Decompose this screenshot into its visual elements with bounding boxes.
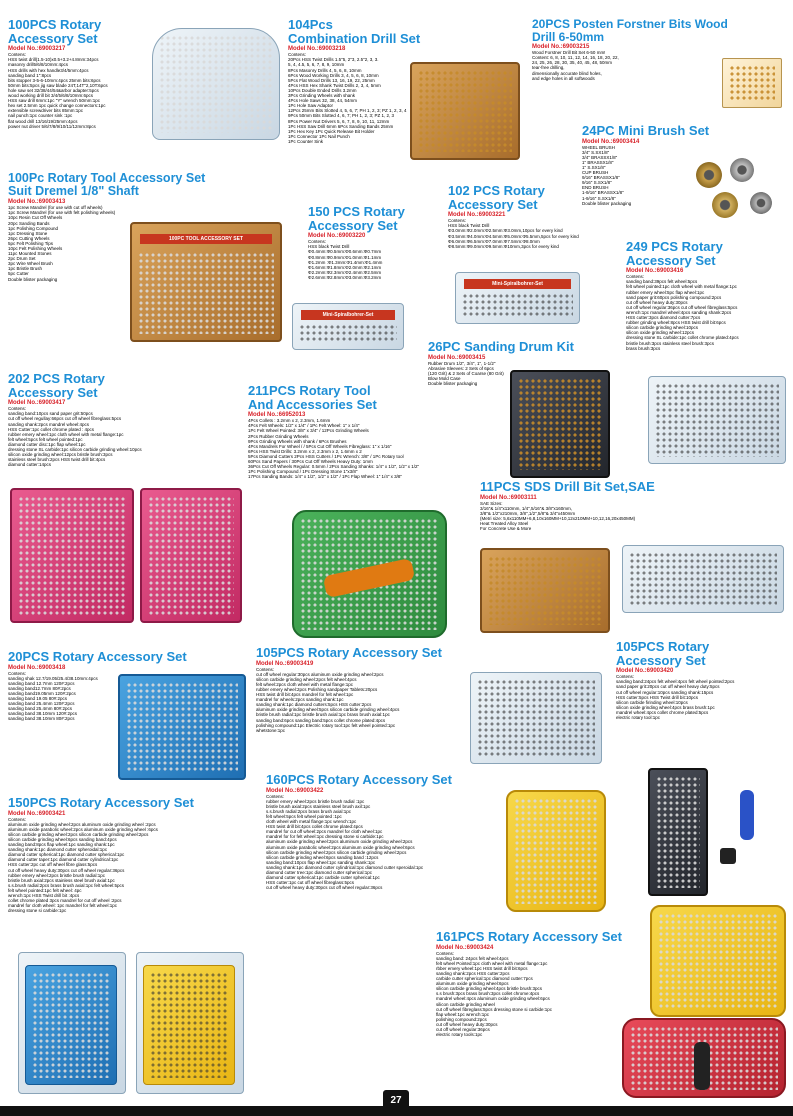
product-model: Model No.:69003220 xyxy=(308,233,366,240)
product-model: Model No.:69003419 xyxy=(256,660,314,667)
product-model: Model No.:69003414 xyxy=(582,138,640,145)
product-title: 100Pc Rotary Tool Accessory Set Suit Dremel 1/8" Shaft xyxy=(8,171,206,199)
product-title: 202 PCS Rotary Accessory Set xyxy=(8,371,105,400)
product-desc: 4Pcs Collets : 3.2mm x 2, 2.3mm, 1.6mm 4Pcs Felt Wheels: 1/2" x 1/4" / 1Pc Felt Wheel: 1" x 1/4" 1Pc Felt Wheel Pointed: 3/8" x 3/4" / 12Pcs Grinding Wheels 2Pcs Rubber Grinding Wheels 9Pcs Grinding Wheels with shank / 6Pcs Brushes 4Pcs Mandrels For Wheel / / 5Pcs Cut Off Wheels Fibreglass: 1" x 1/16" 6Pcs HSS Twist Drills: 3.2mm x 2, 2.3mm x 2, 1.6mm x 2 5Pcs Diamond Cutters 2Pcs HSS Cutters / 1Pc Wrench: 3/8" / 1Pc Rotary tool 60Pcs Sand Papers / 30Pcs Cut Off Wheels Heavy Duty: 1mm 36Pcs Cut Off Wheels Regular: 0.5mm / 2Pcs Sanding Shanks: 1/4" x 1/2", 1/2" x 1/2" 1Pc Polishing Compound / 1Pc Dressing Stone 1"x3/8" 17Pcs Sanding Bands: 1/4" x 1/2", 1/2" x 1/2" / 1Pc Flap Wheel: 1" 1/4" x 3/8" xyxy=(248,418,420,480)
product-title: 160PCS Rotary Accessory Set xyxy=(266,772,452,787)
box-label: 100PC TOOL ACCESSORY SET xyxy=(140,234,272,244)
product-image xyxy=(410,62,520,160)
product-title: 105PCS Rotary Accessory Set xyxy=(256,645,442,660)
product-title: 105PCS Rotary Accessory Set xyxy=(616,639,710,668)
product-desc: Contens: HSS black Twist Drill Φ3.0mm:Φ2.0mm:Φ2.5mm:Φ3.0mm,10pcs for every kind Φ3.5mm:Φ4.0mm:Φ4.5mm:Φ5.0mm:Φ5.5mm,5pcs for every kind Φ6.0mm:Φ6.5mm:Φ7.0mm:Φ7.5mm:Φ8.0mm Φ8.5mm:Φ9.0mm:Φ9.5mm:Φ10mm,3pcs for every kind xyxy=(448,218,579,249)
product-211pcs-rotary-tool xyxy=(248,384,488,479)
product-title: 26PC Sanding Drum Kit xyxy=(428,339,574,354)
product-100pcs-rotary xyxy=(8,18,158,129)
product-model: Model No.:69003417 xyxy=(8,400,66,407)
product-image xyxy=(622,1018,786,1098)
product-image xyxy=(722,58,782,108)
product-model: Model No.:69003217 xyxy=(8,46,66,53)
product-desc: SAE Sizes: 3/16"& 1/4"x110mm, 1/4",5/16"& 3/8"x160mm, 3/8"& 1/2"x210mm, 3/8",1/2",5/8"& 3/4"x450mm (Metri size: 5,6x110MM+6,8,10x160MM+10,12x210MM+10,12,16,20x450MM) Heat Treated Alloy Steel For Concrete Use & More xyxy=(480,500,636,532)
product-sds-drill-bits xyxy=(480,480,785,531)
product-image xyxy=(292,303,404,350)
product-title: 211PCS Rotary Tool And Accessories Set xyxy=(248,383,377,412)
power-adapter-icon xyxy=(720,848,736,864)
product-105pcs-rotary-b xyxy=(616,640,788,720)
product-desc: Contens: HSS black Twist Drill Φ0.4mm:Φ0.5mm:Φ0.6mm:Φ0.7mm Φ0.8mm:Φ0.9mm:Φ1.0mm:Φ1.1mm Φ1.2mm :Φ1.3mm:Φ1.4mm:Φ1.4mm Φ1.6mm:Φ1.8mm:Φ2.0mm:Φ2.1mm Φ2.2mm:Φ2.3mm:Φ2.4mm:Φ2.5mm Φ2.6mm:Φ2.8mm:Φ3.0mm:Φ3.2mm xyxy=(308,239,383,280)
product-image xyxy=(292,510,447,638)
product-title: 20PCS Posten Forstner Bits Wood Drill 6-50mm xyxy=(532,17,728,44)
product-desc: 1pc Screw Mandrel (for use with cut off wheels) 1pc Screw Mandrel (for use with felt polishing wheels) 10pc Resin Cut Off Wheels 20pc Sanding Bands 1pc Polishing Compound 1pc Dressing Stone 26pc Cutting Wheels 5pc Felt Polishing Tips 10pc Felt Polishing Wheels 11pc Mounted Stones 2pc Drum Set 3pc Wire Wheel Brush 1pc Bristle Brush 5pc Cutter Double blister packaging xyxy=(8,205,116,282)
product-161pcs-rotary xyxy=(436,930,656,1037)
wheel-brush-icon xyxy=(730,158,754,182)
product-image xyxy=(716,790,776,870)
rotary-tool-icon xyxy=(694,1042,710,1090)
product-model: Model No.:69003215 xyxy=(532,44,590,51)
product-desc: Contens: HSS twist drill(1.5-10)x0.5+3.2+4.8mm:34pcs masonry drill5/6/8/10mm:4pcs HSS drills with hex handle3/4/5mm:4pcs sanding band 1":8pcs bits stopper 3-5-6-10mm:4pcs 25mm bits:6pcs 50mm bits:5pcs jig saw blade 24T,14T"2,10T:6pcs hole saw set 32/38/44/54&arbor adapter:5pcs wood working drill bit 3/4/5/6/8/10mm:6pcs HSS saw drill 6mm:1pc "Y" wrench 50mm:1pc hex set 2.5mm 1pc quick change connectors:1pc extensible screwdriver bits 85mm:1pc nail punch:1pc counter sink :1pc flat wood drill 13/16/19/25mm:4pcs power nut driver 5/6/7/8/9/10/11/12mm:8pcs xyxy=(8,52,108,129)
product-title: 104Pcs Combination Drill Set xyxy=(288,17,421,46)
product-title: 102 PCS Rotary Accessory Set xyxy=(448,183,545,212)
product-image xyxy=(648,768,708,896)
product-desc: Contens: rubber emery wheel:2pcs bristle brush radial :1pc bristle brush axial:2pcs stainless steel brush axil:1pc s.s.brush radial:2pcs brass brush axial:1pc felt wheel:5pcs felt wheel pointed :1pc cloth wheel with metal flange:1pc wrench:1pc HSS twist drill bit:4pcs collet chrome plated:4pcs mandrel for cut off wheel:2pcs mandrel for cloth wheel:1pc mandrel for for felt wheel:1pc dressing stone si carbide:1pc aluminum oxide grinding wheel:2pcs aluminum oxide grinding wheel:2pcs aluminum oxide parabolic wheel:2pcs aluminum oxide grinding wheel:6pcs silicon carbide grinding wheel:2pcs silicon carbide grinding wheel:2pcs silicon carbide grinding wheel:6pcs sanding band :12pcs sanding band:10pcs flap wheel:1pc sanding shank:1pc sanding shank:1pc diamond cutter cylindrical:1pc diamond cutter speroidal:1pc diamond cutter tree:1pc diamond cutter spherical:1pc diamond cutter spherical:1pc carbide cutter spherical:1pc HSS cutter:1pc cut off wheel fibreglass:5pcs cut off wheel heavy duty:30pcs cut off wheel regular:36pcs xyxy=(266,793,424,891)
product-title: 11PCS SDS Drill Bit Set,SAE xyxy=(480,479,655,494)
wheel-brush-icon xyxy=(696,162,722,188)
product-desc: Contens: cut off wheel regular:30pcs aluminum oxide grinding wheel:2pcs silicon carbide grinding wheel:2pcs felt wheel:4pcs felt wheel:2pcs cloth wheel with metal flange:1pc rubber emery wheel:2pcs Polishing sandpaper Tablets:20pcs HSS twist drill bit:4pcs mandrel for felt wheel:1pc mandrel for wheels:2pcs sanding shank:1pc sanding shank:1pc diamond cutters:5pcs HSS cutter:2pcs aluminum oxide grinding wheel:5pcs silicon carbide grinding wheel:4pcs bristle brush radial:1pc bristle brush axial:1pc brass brush axial:1pc sanding band:6pcs sanding band:5pcs collet chrome plated:4pcs polishing compound:1pc Electric rotary tool:1pc felt wheel pointed:1pc whetstone:1pc xyxy=(256,666,400,733)
product-image xyxy=(650,905,786,1017)
product-model: Model No.:69003422 xyxy=(266,787,324,794)
product-105pcs-rotary-a xyxy=(256,646,476,733)
product-model: Model No.:69003415 xyxy=(428,354,486,361)
product-image xyxy=(648,376,786,464)
product-desc: Contens: sanding band:10pcs sand paper grit:50pcs cut off wheel regullay:66pcs cut off wheel fibreglass:5pcs sanding shank:2pcs mandrel wheel:4pcs HSS Cutter:1pc collet chrome plated : 4pcs rubber emery wheel:1pc cloth wheel with metal flange:1pc felt wheel:5pcs felt wheel pointed:1pc diamond cutter disc:1pc flap wheel:1pc dressing stone SL carbide:1pc silicon carbide grinding wheel:10pcs silicon oxide grinding wheel:12pcs bristle brush:3pcs stainless steel brush:2pcs HSS twist drill bit:4pcs diamond cutter:14pcs xyxy=(8,406,142,468)
product-image xyxy=(140,488,242,623)
product-102pcs-drills xyxy=(448,184,628,249)
product-249pcs-rotary xyxy=(626,240,791,351)
product-image xyxy=(506,790,606,912)
product-desc: Rubber Drum 1/2", 3/4", 1", 1-1/2" Abrasive Sleeves: 2 Sets of 6pcs (120 Grit) & 2 Sets of Coarse (80 Grit) Blow Mold Case Double blister packaging xyxy=(428,360,504,387)
product-image xyxy=(118,674,246,780)
product-title: 24PC Mini Brush Set xyxy=(582,123,710,138)
product-desc: Contens: sanding band:24pcs felt wheel:4pcs felt wheel pointed:2pcs sand paper grit:20pcs cut off wheel heavy duty:5pcs cut off wheel regular:10pcs sanding shank:15pcs HSS cutter:5pcs HSS Twist drill bit:10pcs silicon carbide firinding wheel:10pcs silicon oxide grinding wheel:4pcs brass brush:1pc mandrel wheel:4pcs collet chrome plated:5pcs electric rotary tool:1pc xyxy=(616,674,735,721)
product-title: 249 PCS Rotary Accessory Set xyxy=(626,239,723,268)
product-title: 161PCS Rotary Accessory Set xyxy=(436,929,622,944)
product-model: Model No.:69003420 xyxy=(616,668,674,675)
product-160pcs-rotary xyxy=(266,773,511,890)
product-desc: Contens: sanding band: 24pcs felt wheel:4pcs felt wheel Pointed:1pc cloth wheel with metal flange:1pc rbber emery wheel:1pc HSS twist drill bit:6pcs sanding shank:2pcs HSS cutter:2pcs carbide cutter spherical:1pc diamond cutter:7pcs aluminum oxide grinding wheel:6pcs silicon carbide grinding wheel:4pcs bristle brush:3pcs s.s brush:3pcs brass brush:3pcs collet chrome:4pcs mandrel wheel:4pcs aluminum oxide grinding wheel:6pcs silicon carbide grinding wheel cut off wheel fibreglass:5pcs dressing stone si carbide:1pc flap wheel:1pc wrench:1pc polishing compound:2pcs cut off wheel heavy duty:30pcs cut off wheel regular:36pcs electric rotary tools:1pc xyxy=(436,950,552,1038)
product-image xyxy=(130,222,282,342)
product-model: Model No.:69003413 xyxy=(8,199,66,206)
product-image xyxy=(136,952,244,1094)
product-150pcs-rotary xyxy=(8,796,258,913)
product-desc: Contens: sanding band:39pcs felt wheel:5pcs felt wheel pointed:1pc cloth wheel with metal flange:1pc rubber emery wheel:5pc flap wheel:1pc sand paper grit:60pcs polishing compound:2pcs cut off wheel heavy duty:30pcs cut off wheel regular:36pcs cut off wheel fibreglass:5pcs wrench:1pc mandrel wheel:4pcs sanding shank:2pcs HSS cutter:3pcs diamond cutter:7pcs rubber grinding wheel:8pcs HSS twist drill bit:6pcs silicon carbide grinding wheel:10pcs silicon oxide grinding wheel:12pcs dressing stone SL carbide:1pc collet chrome plated:4pcs bristle brush:3pcs stainless steel brush:3pcs brass brush:3pcs xyxy=(626,274,739,351)
product-desc: Contens: sanding shak 12.7/19.05/25.4/38.10mm:4pcs sanding band 12.7mm 120#:2pcs sanding band12.7mm 80#:2pcs sanding band19.05mm 120#:2pcs sanding band 19.05 80#:2pcs sanding band 25.4mm 120#:2pcs sanding band 25.4mm 80#:2pcs sanding band 38.10mm 120#:2pcs sanding band 38.10mm 80#:2pcs xyxy=(8,670,98,722)
cup-brush-icon xyxy=(712,192,738,218)
product-desc: Contens: 20Pcs HSS Twist Drills 1.5"5, 2"3, 2.5"2, 3, 3. 5, 4, 4.5, 5, 6, 7, 8, 9, 10mm 8Pcs Masonry Drills 4, 5, 6, 8, 10mm 6Pcs Wood Working Drills 3, 4, 5, 6, 8, 10mm 5Pcs Flat Wood Drills 13, 16, 19, 22, 25mm 4Pcs HSS Hex Shank Twist Drills 2, 3, 4, 5mm 10Pcs Double Ended Drills 3.2mm 3Pcs Grinding Wheels with shank 4Pcs Hole Saws 32, 38, 44, 54mm 1Pc Hole Saw Adaptor 12Pcs 25mm Bits Slotted 4, 5, 6, 7; PH 1, 2, 3; PZ 1, 2, 3, 4 9Pcs 50mm Bits Slotted 4, 6, 7; PH 1, 2, 3; PZ 1, 2, 3 8Pcs Power Nut Drivers 5, 6, 7, 8, 9, 10, 11, 12mm 1Pc HSS Saw Drill 6mm 6Pcs Sanding Bands 25mm 1Pc Hex Key 1Pc Quick Release Bit Holder 1Pc Connector 1Pc Nail Punch 1Pc Counter Sink xyxy=(288,52,407,144)
product-202pcs-rotary xyxy=(8,372,248,467)
product-model: Model No.:69003218 xyxy=(288,46,346,53)
box-label: Mini-Spiralbohrer-Set xyxy=(301,310,395,320)
product-image xyxy=(470,672,602,764)
product-image xyxy=(480,548,610,633)
product-title: 150PCS Rotary Accessory Set xyxy=(8,795,194,810)
product-title: 150 PCS Rotary Accessory Set xyxy=(308,204,405,233)
product-model: Model No.:69003416 xyxy=(626,268,684,275)
product-image xyxy=(690,158,785,228)
product-desc: Contens: aluminum oxide grinding wheel:2pcs aluminum oxide grinding wheel :2pcs aluminum oxide parabolic wheel:2pcs aluminum oxide grinding wheel :6pcs silicon carbide grinding wheel:2pcs silicon carbide grinding wheel:2pcs silicon carbide grinding wheel:6pcs sanding band:4pcs sanding band:8pcs flap wheel:1pc sanding shank:1pc sanding shank:1pc diamond cutter spheroidal:1pc diamond cutter spherical:1pc diamond cutter spherical:1pc diamond cutter taper:1pc diamond cutter cylindrical:1pc HSS cutter:2pc cut off wheel fibre glass:5pcs cut off wheel heavy duty:30pcs cut off wheel regular:36pcs rubber emery wheel:2pcs bristle brush radial:1pc bristle brush axial:2pcs stainless steel brush axial:1pc s.s.brush radial:2pcs brass brush axial:1pc felt wheel:5pcs felt wheel pointed:1pc felt wheel: 4pc wrench:1pc HSS Twist drill bit :4pcs collet chrome plated 3pcs mandrel for cut off wheel :2pcs mandrel for cloth wheel: 1pc mandrel for felt wheel:1pc dressing stone si carbide:1pc xyxy=(8,816,158,914)
box-label: Mini-Spiralbohrer-Set xyxy=(464,279,571,289)
product-150pcs-drills xyxy=(308,205,448,280)
product-image xyxy=(510,370,610,478)
product-image xyxy=(152,28,280,140)
product-image xyxy=(10,488,134,623)
product-model: Model No.:69003111 xyxy=(480,494,537,501)
product-image xyxy=(18,952,126,1094)
product-model: Model No.:69003421 xyxy=(8,810,66,817)
product-title: 100PCS Rotary Accessory Set xyxy=(8,17,102,46)
page-number: 27 xyxy=(383,1090,409,1112)
rotary-tool-icon xyxy=(740,790,754,840)
product-model: Model No.:69003424 xyxy=(436,944,494,951)
product-model: Model No.:69003221 xyxy=(448,212,506,219)
product-image xyxy=(455,272,580,324)
product-desc: Wood Forstner Drill Bit Set 6-50 mm! Content: 6, 8, 10, 11, 12, 14, 16, 18, 20, 22, 24, 25, 26, 28, 30, 35, 40, 45, 48, 50mm tear-free drilling, dimensionally accurate blind holes, and edge holes in all softwoods xyxy=(532,50,619,81)
product-model: Model No.:69003418 xyxy=(8,664,66,671)
product-model: Model No.:66952013 xyxy=(248,412,306,419)
product-title: 20PCS Rotary Accessory Set xyxy=(8,649,187,664)
end-brush-icon xyxy=(750,192,772,214)
product-desc: WHEEL BRUSH 3/4" S.SX1/8" 3/4" BRASSX1/8" 1" BRASSX1/8" 1" S.SX1/8" CUP BRUSH 9/16" BRASSX1/8" 9/16" S.SX1/8" END BRUSH 1-9/16" BRASSX1/8" 1-9/16" S.SX1/8" Double blister packaging xyxy=(582,144,632,206)
product-image xyxy=(622,545,784,613)
